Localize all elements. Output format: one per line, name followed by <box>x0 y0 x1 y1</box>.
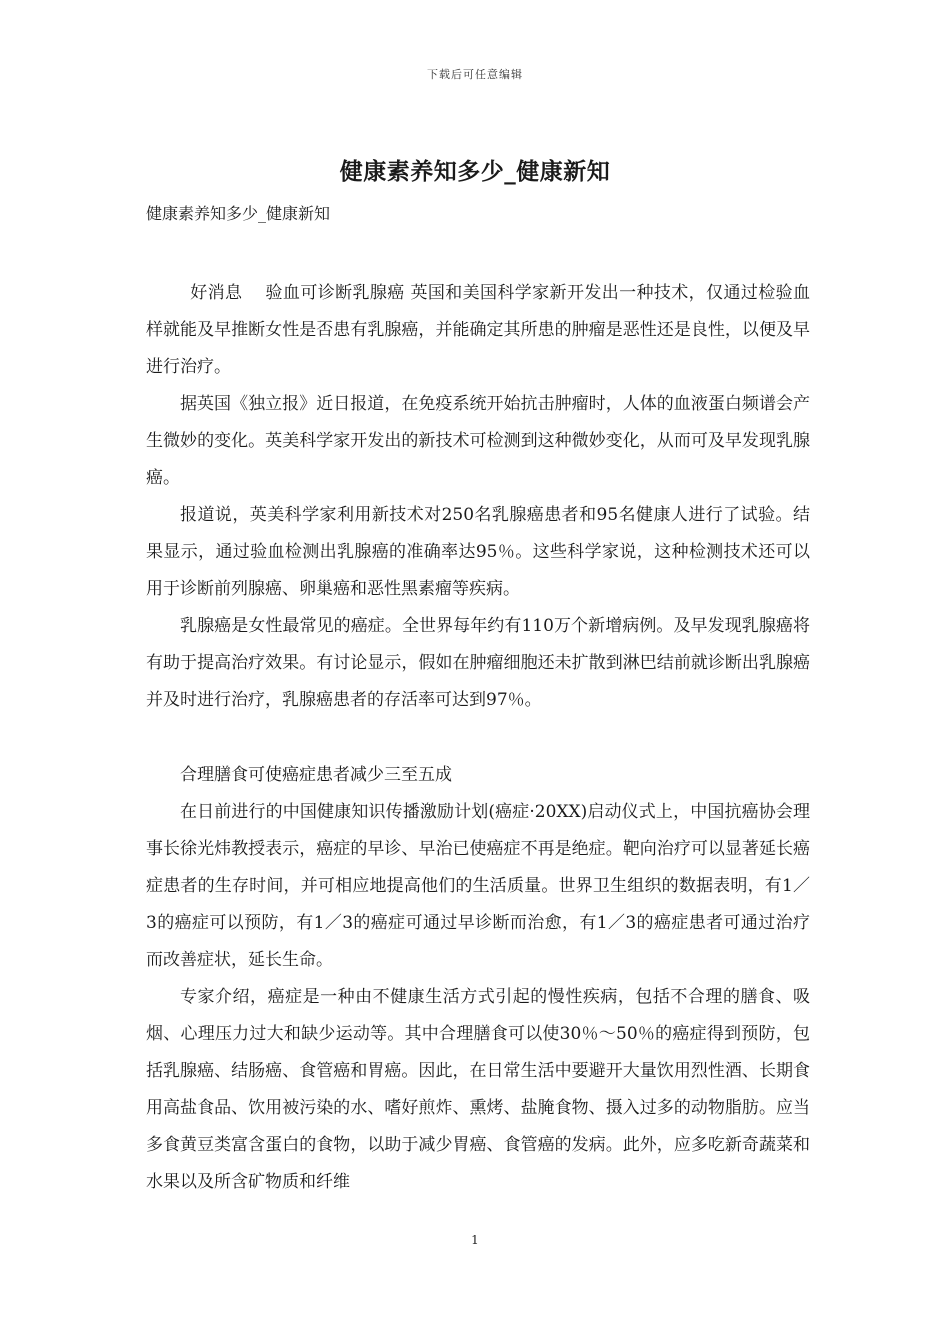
paragraph: 好消息 验血可诊断乳腺癌 英国和美国科学家新开发出一种技术，仅通过检验血样就能及早推断女性是否患有乳腺癌，并能确定其所患的肿瘤是恶性还是良性，以便及早进行治疗。 <box>146 283 810 377</box>
section-diet-cancer <box>146 757 810 1201</box>
header-note: 下载后可任意编辑 <box>427 68 523 81</box>
document-title: 健康素养知多少_健康新知 <box>339 158 611 185</box>
paragraph: 在日前进行的中国健康知识传播激励计划(癌症·20XX)启动仪式上，中国抗癌协会理事长徐光炜教授表示，癌症的早诊、早治已使癌症不再是绝症。靶向治疗可以显著延长癌症患者的生存时间，并可相应地提高他们的生活质量。世界卫生组织的数据表明，有1／3的癌症可以预防，有1／3的癌症可通过早诊断而治愈，有1／3的癌症患者可通过治疗而改善症状，延长生命。 <box>146 802 810 970</box>
page-number: 1 <box>471 1233 479 1247</box>
paragraph: 据英国《独立报》近日报道，在免疫系统开始抗击肿瘤时，人体的血液蛋白频谱会产生微妙的变化。英美科学家开发出的新技术可检测到这种微妙变化，从而可及早发现乳腺癌。 <box>146 394 810 488</box>
paragraph: 报道说，英美科学家利用新技术对250名乳腺癌患者和95名健康人进行了试验。结果显示，通过验血检测出乳腺癌的准确率达95％。这些科学家说，这种检测技术还可以用于诊断前列腺癌、卵巢癌和恶性黑素瘤等疾病。 <box>146 505 810 599</box>
paragraph: 乳腺癌是女性最常见的癌症。全世界每年约有110万个新增病例。及早发现乳腺癌将有助于提高治疗效果。有讨论显示，假如在肿瘤细胞还未扩散到淋巴结前就诊断出乳腺癌并及时进行治疗，乳腺癌患者的存活率可达到97％。 <box>146 616 810 710</box>
section-heading: 合理膳食可使癌症患者减少三至五成 <box>180 765 452 785</box>
section-breast-cancer-news <box>146 275 810 719</box>
document-subtitle: 健康素养知多少_健康新知 <box>146 204 331 223</box>
paragraph: 专家介绍，癌症是一种由不健康生活方式引起的慢性疾病，包括不合理的膳食、吸烟、心理压力过大和缺少运动等。其中合理膳食可以使30％～50％的癌症得到预防，包括乳腺癌、结肠癌、食管癌和胃癌。因此，在日常生活中要避开大量饮用烈性酒、长期食用高盐食品、饮用被污染的水、嗜好煎炸、熏烤、盐腌食物、摄入过多的动物脂肪。应当多食黄豆类富含蛋白的食物，以助于减少胃癌、食管癌的发病。此外，应多吃新奇蔬菜和水果以及所含矿物质和纤维 <box>146 987 810 1192</box>
